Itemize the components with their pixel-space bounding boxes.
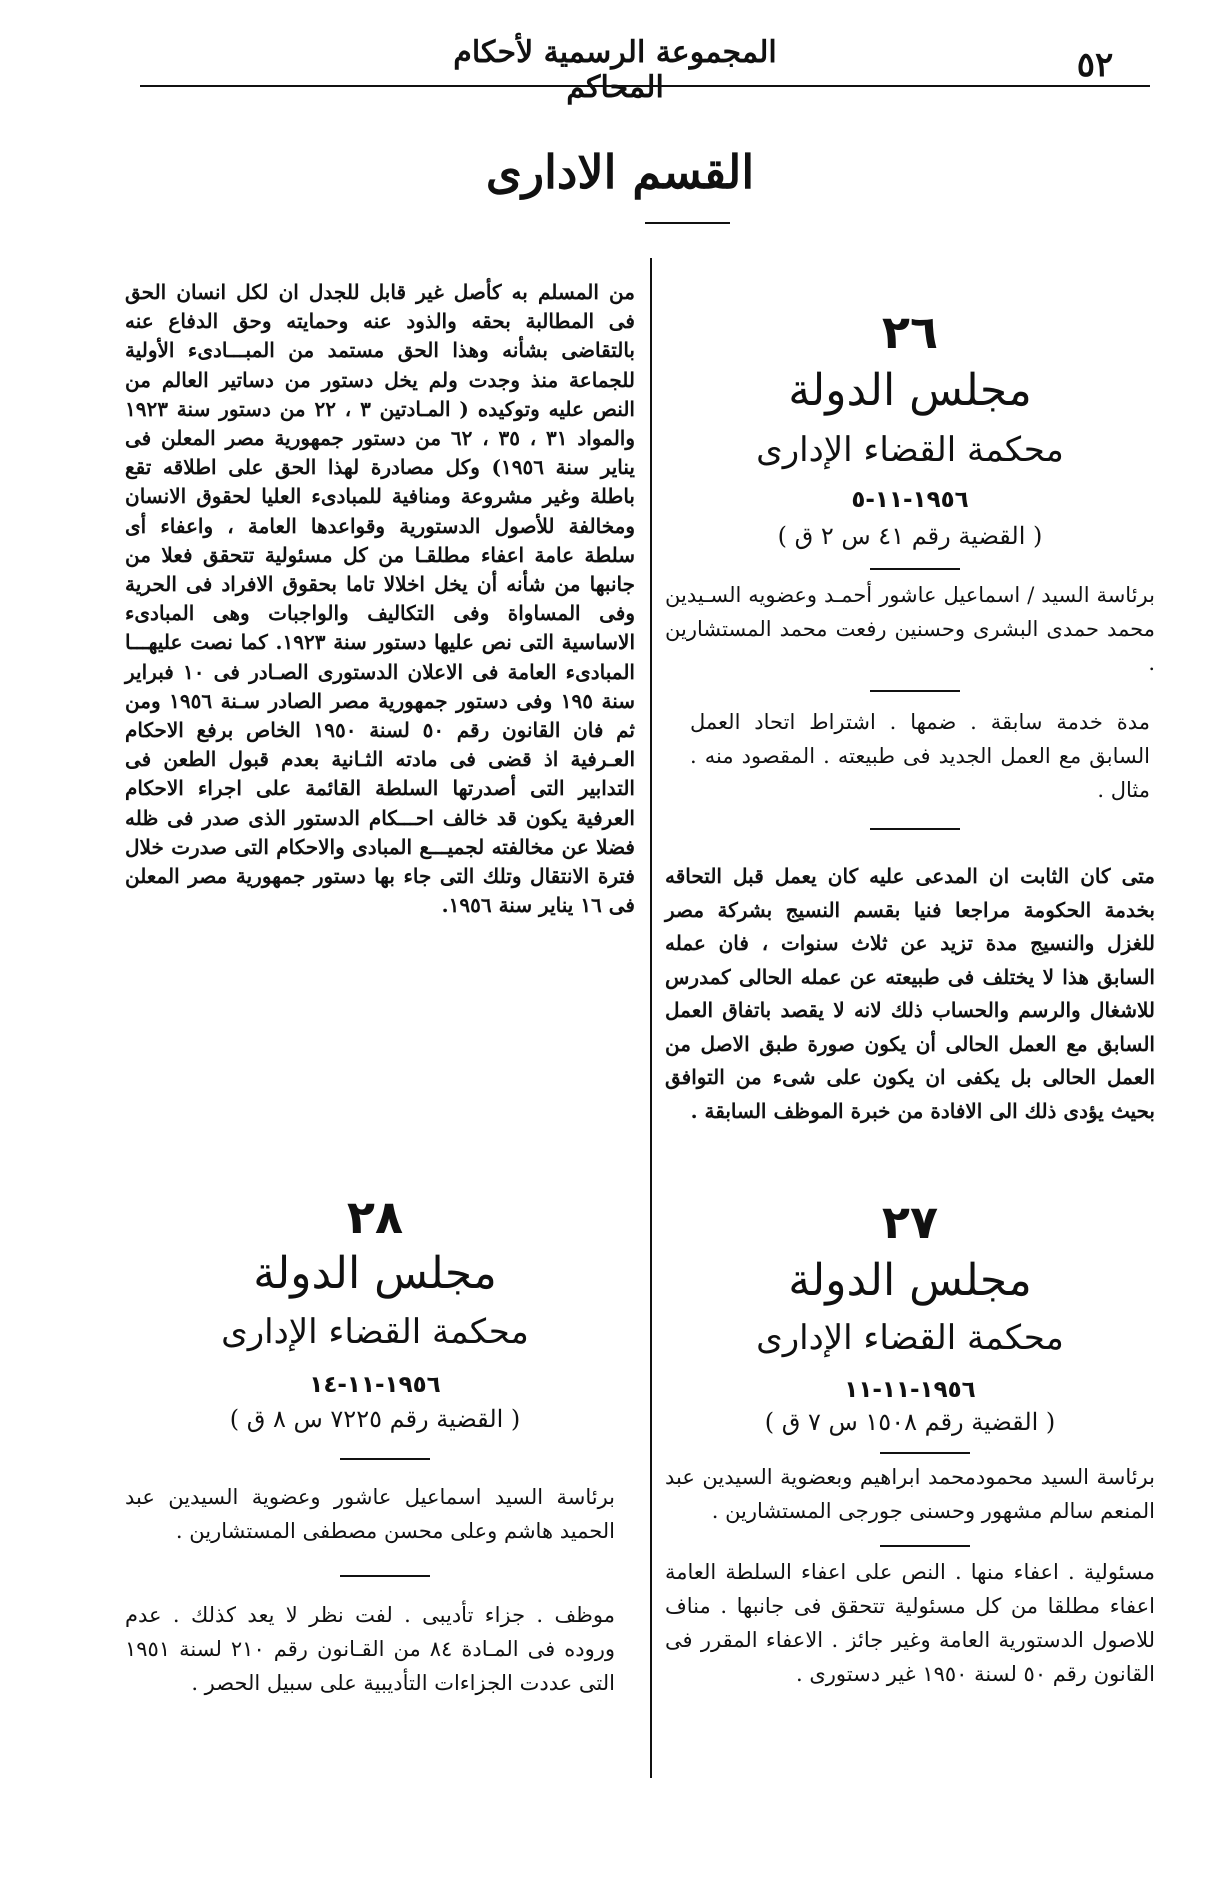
case-27-rule <box>880 1452 970 1454</box>
case-28-number: ٢٨ <box>346 1190 404 1244</box>
case-27-date: ١٩٥٦-١١-١١ <box>844 1377 976 1403</box>
case-27-rule-2 <box>880 1545 970 1547</box>
case-28-council: مجلس الدولة <box>253 1248 497 1299</box>
case-27-presidency: برئاسة السيد محمودمحمد ابراهيم وبعضوية السيدين عبد المنعم سالم مشهور وحسنى جورجى المستشارين . <box>665 1465 1155 1523</box>
case-26-rule-2 <box>870 690 960 692</box>
case-26-rule <box>870 568 960 570</box>
page-number: ٥٢ <box>1076 45 1114 85</box>
case-28-rule <box>340 1458 430 1460</box>
header-rule <box>140 85 1150 87</box>
case-27-number: ٢٧ <box>881 1195 939 1249</box>
case-26-council: مجلس الدولة <box>788 365 1032 416</box>
case-26-summary: مدة خدمة سابقة . ضمها . اشتراط اتحاد العمل السابق مع العمل الجديد فى طبيعته . المقصود منه . مثال . <box>690 710 1150 802</box>
running-head: المجموعة الرسمية لأحكام المحاكم <box>453 35 777 105</box>
case-27-court: محكمة القضاء الإدارى <box>756 1318 1064 1358</box>
case-27-council: مجلس الدولة <box>788 1255 1032 1306</box>
column-divider <box>650 258 652 1778</box>
case-27-reference: ( القضية رقم ١٥٠٨ س ٧ ق ) <box>764 1408 1056 1436</box>
section-title: القسم الادارى <box>485 145 755 199</box>
case-26-court: محكمة القضاء الإدارى <box>756 430 1064 470</box>
title-rule <box>645 222 730 224</box>
case-28-reference: ( القضية رقم ٧٢٢٥ س ٨ ق ) <box>229 1405 521 1433</box>
case-26-presidency: برئاسة السيد / اسماعيل عاشور أحمـد وعضويه السـيدين محمد حمدى البشرى وحسنين رفعت محمد المستشارين . <box>665 583 1155 675</box>
case-26-date: ١٩٥٦-١١-٥ <box>851 487 969 513</box>
case-28-court: محكمة القضاء الإدارى <box>221 1312 529 1352</box>
case-26-reference: ( القضية رقم ٤١ س ٢ ق ) <box>777 522 1043 550</box>
case-26-rule-3 <box>870 828 960 830</box>
case-26-body: متى كان الثابت ان المدعى عليه كان يعمل قبل التحاقه بخدمة الحكومة مراجعا فنيا بقسم النسيج بشركة مصر للغزل والنسيج مدة تزيد عن ثلاث سنوات ، فان عمله السابق هذا لا يختلف فى طبيعته عن عمله الحالى كمدرس للاشغال والرسم والحساب ذلك لانه لا يقصد باتفاق العمل السابق مع العمل الحالى أن يكون صورة طبق الاصل من العمل الحالى بل يكفى ان يكون على شىء من التوافق بحيث يؤدى ذلك الى الافادة من خبرة الموظف السابقة . <box>665 864 1155 1123</box>
case-28-summary: موظف . جزاء تأديبى . لفت نظر لا يعد كذلك . عدم وروده فى المـادة ٨٤ من القـانون رقم ٢١٠ لسنة ١٩٥١ التى عددت الجزاءات التأديبية على سبيل الحصر . <box>125 1603 615 1695</box>
continued-ruling-text: من المسلم به كأصل غير قابل للجدل ان لكل انسان الحق فى المطالبة بحقه والذود عنه وحمايته وحق الدفاع عنه بالتقاضى بشأنه وهذا الحق مستمد من المبـــادىء الأولية للجماعة منذ وجدت ولم يخل دستور من دساتير العالم من النص عليه وتوكيده ( المـادتين ٣ ، ٢٢ من دستور سنة ١٩٢٣ والمواد ٣١ ، ٣٥ ، ٦٢ من دستور جمهورية مصر المعلن فى يناير سنة ١٩٥٦) وكل مصادرة لهذا الحق على اطلاقه تقع باطلة وغير مشروعة ومنافية للمبادىء العليا لحقوق الانسان ومخالفة للأصول الدستورية وقواعدها العامة ، واعفاء أى سلطة عامة اعفاء مطلقـا من كل مسئولية تتحقق فعلا من جانبها من شأنه أن يخل اخلالا تاما بحقوق الافراد فى الحرية وفى المساواة وفى التكاليف والواجبات وهى المبادىء الاساسية التى نص عليها دستور سنة ١٩٢٣. كما نصت عليهـــا المبادىء العامة فى الاعلان الدستورى الصـادر فى ١٠ فبراير سنة ١٩٥ وفى دستور جمهورية مصر الصادر سـنة ١٩٥٦ ومن ثم فان القانون رقم ٥٠ لسنة ١٩٥٠ الخاص برفع الاحكام العـرفية اذ قضى فى مادته الثـانية بعدم قبول الطعن فى التدابير التى أصدرتها السلطة القائمة على اجراء الاحكام العرفية يكون قد خالف احـــكام الدستور الذى صدر فى ظله فضلا عن مخالفته لجميـــع المبادى والاحكام التى صدرت خلال فترة الانتقال وتلك التى جاء بها دستور جمهورية مصر المعلن فى ١٦ يناير سنة ١٩٥٦. <box>125 280 636 918</box>
case-28-date: ١٩٥٦-١١-١٤ <box>309 1372 441 1398</box>
case-28-presidency: برئاسة السيد اسماعيل عاشور وعضوية السيدين عبد الحميد هاشم وعلى محسن مصطفى المستشارين . <box>125 1485 615 1543</box>
case-28-rule-2 <box>340 1575 430 1577</box>
case-27-summary: مسئولية . اعفاء منها . النص على اعفاء السلطة العامة اعفاء مطلقا من كل مسئولية تتحقق فى جانبها . مناف للاصول الدستورية العامة وغير جائز . الاعفاء المقرر فى القانون رقم ٥٠ لسنة ١٩٥٠ غير دستورى . <box>665 1560 1155 1686</box>
case-26-number: ٢٦ <box>881 305 939 359</box>
